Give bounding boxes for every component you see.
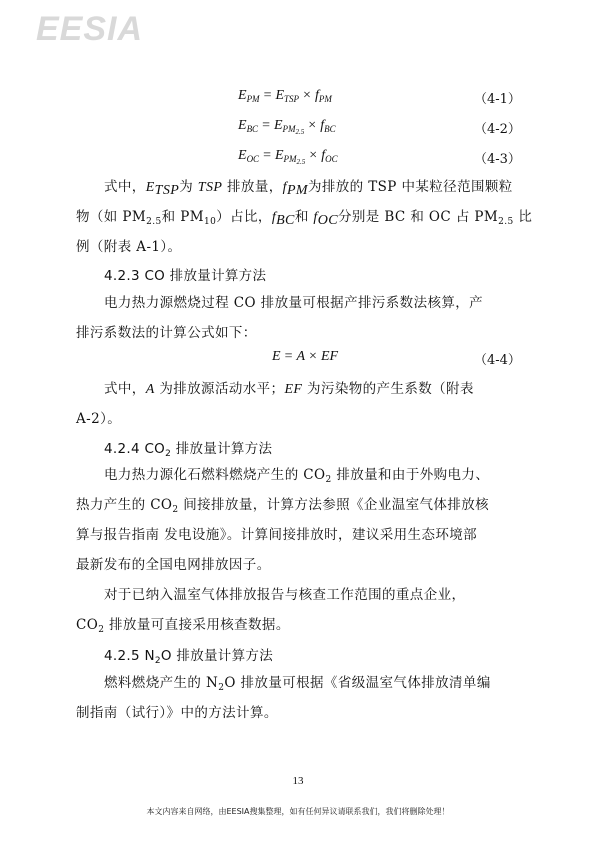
section-heading-4-2-4: 4.2.4 $CO_2$ 排放量计算方法 — [104, 441, 273, 459]
paragraph-n2o-method: 燃料燃烧产生的 $N_2O$ 排放量可根据《省级温室气体排放清单编 制指南（试行）》中的方法计算。 — [76, 675, 491, 721]
paragraph-co2-method: 电力热力源化石燃料燃烧产生的 $CO_2$ 排放量和由于外购电力、 热力产生的 $CO_2$ 间接排放量，计算方法参照《企业温室气体排放核 算与报告指南 发电设施》。计算间接排放时，建议采用生态环境部 最新发布的全国电网排放因子。 — [76, 467, 490, 573]
equation-number: （4-4） — [474, 353, 521, 368]
paragraph-activity-level: 式中，A 为排放源活动水平；EF 为污染物的产生系数（附表 A-2）。 — [76, 381, 474, 427]
paragraph-co-method: 电力热力源燃烧过程 CO 排放量可根据产排污系数法核算，产 排污系数法的计算公式如下： — [76, 295, 484, 341]
eesia-logo: EESIA — [36, 10, 144, 48]
equation-4-1: $E_{PM} = E_{TSP} \times f_{PM}$ （4-1） — [238, 88, 521, 107]
section-heading-4-2-3: 4.2.3 CO 排放量计算方法 — [104, 268, 267, 284]
equation-number: （4-2） — [474, 122, 521, 137]
equation-4-4: E = A × EF （4-4） — [272, 349, 521, 368]
paragraph-key-enterprises: 对于已纳入温室气体排放报告与核查工作范围的重点企业， $CO_2$ 排放量可直接采用核查数据。 — [76, 587, 466, 635]
page-number: 13 — [292, 775, 304, 787]
equation-number: （4-1） — [474, 92, 521, 107]
equation-4-2: $E_{BC} = E_{PM_{2.5}} \times f_{BC}$ （4-2） — [238, 118, 521, 137]
section-heading-4-2-5: 4.2.5 $N_2O$ 排放量计算方法 — [104, 648, 273, 666]
equation-number: （4-3） — [474, 152, 521, 167]
equation-4-3: $E_{OC} = E_{PM_{2.5}} \times f_{OC}$ （4-3） — [238, 148, 521, 167]
paragraph-variable-definitions: 式中，$E_{TSP}$为 TSP 排放量，$f_{PM}$为排放的 TSP 中某粒径范围颗粒 物（如 $PM_{2.5}$和 $PM_{10}$）占比，$f_{BC}$和 $f_{OC}$分别是 BC 和 OC 占 $PM_{2.5}$ 比 例（附表 A-1）。 — [76, 179, 533, 255]
footer-disclaimer: 本文内容来自网络，由EESIA搜集整理，如有任何异议请联系我们，我们将删除处理！ — [146, 807, 450, 816]
